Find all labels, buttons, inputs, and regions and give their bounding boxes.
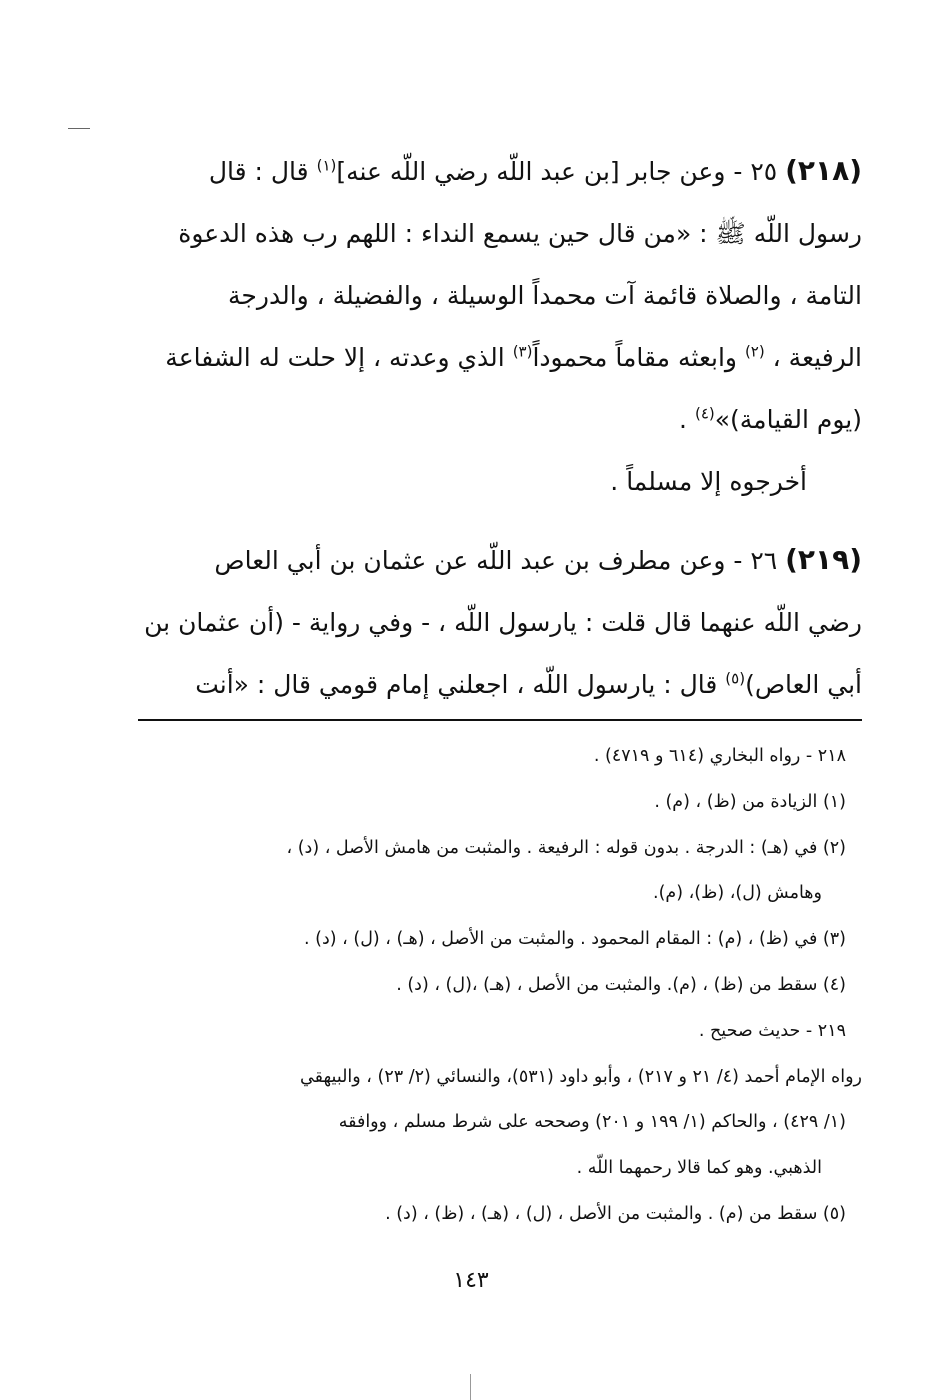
hadith-number-219: (٢١٩) <box>785 543 862 576</box>
hadith-219-line-1: (٢١٩) ٢٦ - وعن مطرف بن عبد اللّه عن عثمان بن أبي العاص <box>214 543 862 576</box>
footnote-2-continuation: وهامش (ل)، (ظ)، (م). <box>653 883 822 904</box>
footnote-4: (٤) سقط من (ظ) ، (م). والمثبت من الأصل ، (هـ) ،(ل) ، (د) . <box>396 974 846 995</box>
hadith-218-outcome: أخرجوه إلا مسلماً . <box>610 467 807 496</box>
page-number: ١٤٣ <box>453 1268 489 1293</box>
footnote-ref-1[interactable]: (١) <box>316 156 337 175</box>
footnote-ref-2[interactable]: (٢) <box>744 342 765 361</box>
footnote-3: (٣) في (ظ) ، (م) : المقام المحمود . والمثبت من الأصل ، (هـ) ، (ل) ، (د) . <box>304 929 846 950</box>
footnote-separator <box>138 719 862 721</box>
hadith-218-line-3: التامة ، والصلاة قائمة آت محمداً الوسيلة ، والفضيلة ، والدرجة <box>228 281 862 310</box>
margin-mark <box>68 128 90 129</box>
hadith-number-218: (٢١٨) <box>785 154 862 187</box>
main-text <box>138 140 862 716</box>
footnote-ref-5[interactable]: (٥) <box>725 669 746 688</box>
paragraph-gap <box>138 513 862 529</box>
hadith-218-line-1: (٢١٨) ٢٥ - وعن جابر [بن عبد اللّه رضي اللّه عنه]$^{(١)}$ قال : قال <box>208 154 862 187</box>
footnote-ref-4[interactable]: (٤) <box>694 404 715 423</box>
hadith-219-line-3: أبي العاص)$^{(٥)}$ قال : يارسول اللّه ، اجعلني إمام قومي قال : «أنت <box>195 669 862 699</box>
hadith-218-line-4: الرفيعة ، $^{(٢)}$ وابعثه مقاماً محموداً$^{(٣)}$ الذي وعدته ، إلا حلت له الشفاعة <box>165 342 862 372</box>
footnote-219-line-3: الذهبي. وهو كما قالا رحمهما اللّه . <box>576 1158 822 1179</box>
hadith-218-line-5: (يوم القيامة)»$^{(٤)}$ . <box>679 404 862 434</box>
footnote-219-line-2: (١/ ٤٢٩) ، والحاكم (١/ ١٩٩ و ٢٠١) وصححه على شرط مسلم ، ووافقه <box>338 1112 846 1133</box>
footnote-2: (٢) في (هـ) : الدرجة . بدون قوله : الرفيعة . والمثبت من هامش الأصل ، (د) ، <box>286 837 846 858</box>
footnote-218: ٢١٨ - رواه البخاري (٦١٤ و ٤٧١٩) . <box>593 746 846 766</box>
footnote-219-line-1: رواه الإمام أحمد (٤/ ٢١ و ٢١٧) ، وأبو داود (٥٣١)، والنسائي (٢/ ٢٣) ، والبيهقي <box>300 1066 862 1087</box>
footnote-1: (١) الزيادة من (ظ) ، (م) . <box>654 791 846 812</box>
footnote-ref-3[interactable]: (٣) <box>512 342 533 361</box>
footnote-219: ٢١٩ - حديث صحيح . <box>698 1020 846 1041</box>
hadith-218-line-2: رسول اللّه ﷺ : «من قال حين يسمع النداء : اللهم رب هذه الدعوة <box>178 219 862 248</box>
bottom-tick <box>470 1374 471 1400</box>
footnotes <box>140 734 862 1238</box>
footnote-5: (٥) سقط من (م) . والمثبت من الأصل ، (ل) ، (هـ) ، (ظ) ، (د) . <box>385 1203 846 1224</box>
hadith-219-line-2: رضي اللّه عنهما قال قلت : يارسول اللّه ، - وفي رواية - (أن عثمان بن <box>144 608 862 637</box>
